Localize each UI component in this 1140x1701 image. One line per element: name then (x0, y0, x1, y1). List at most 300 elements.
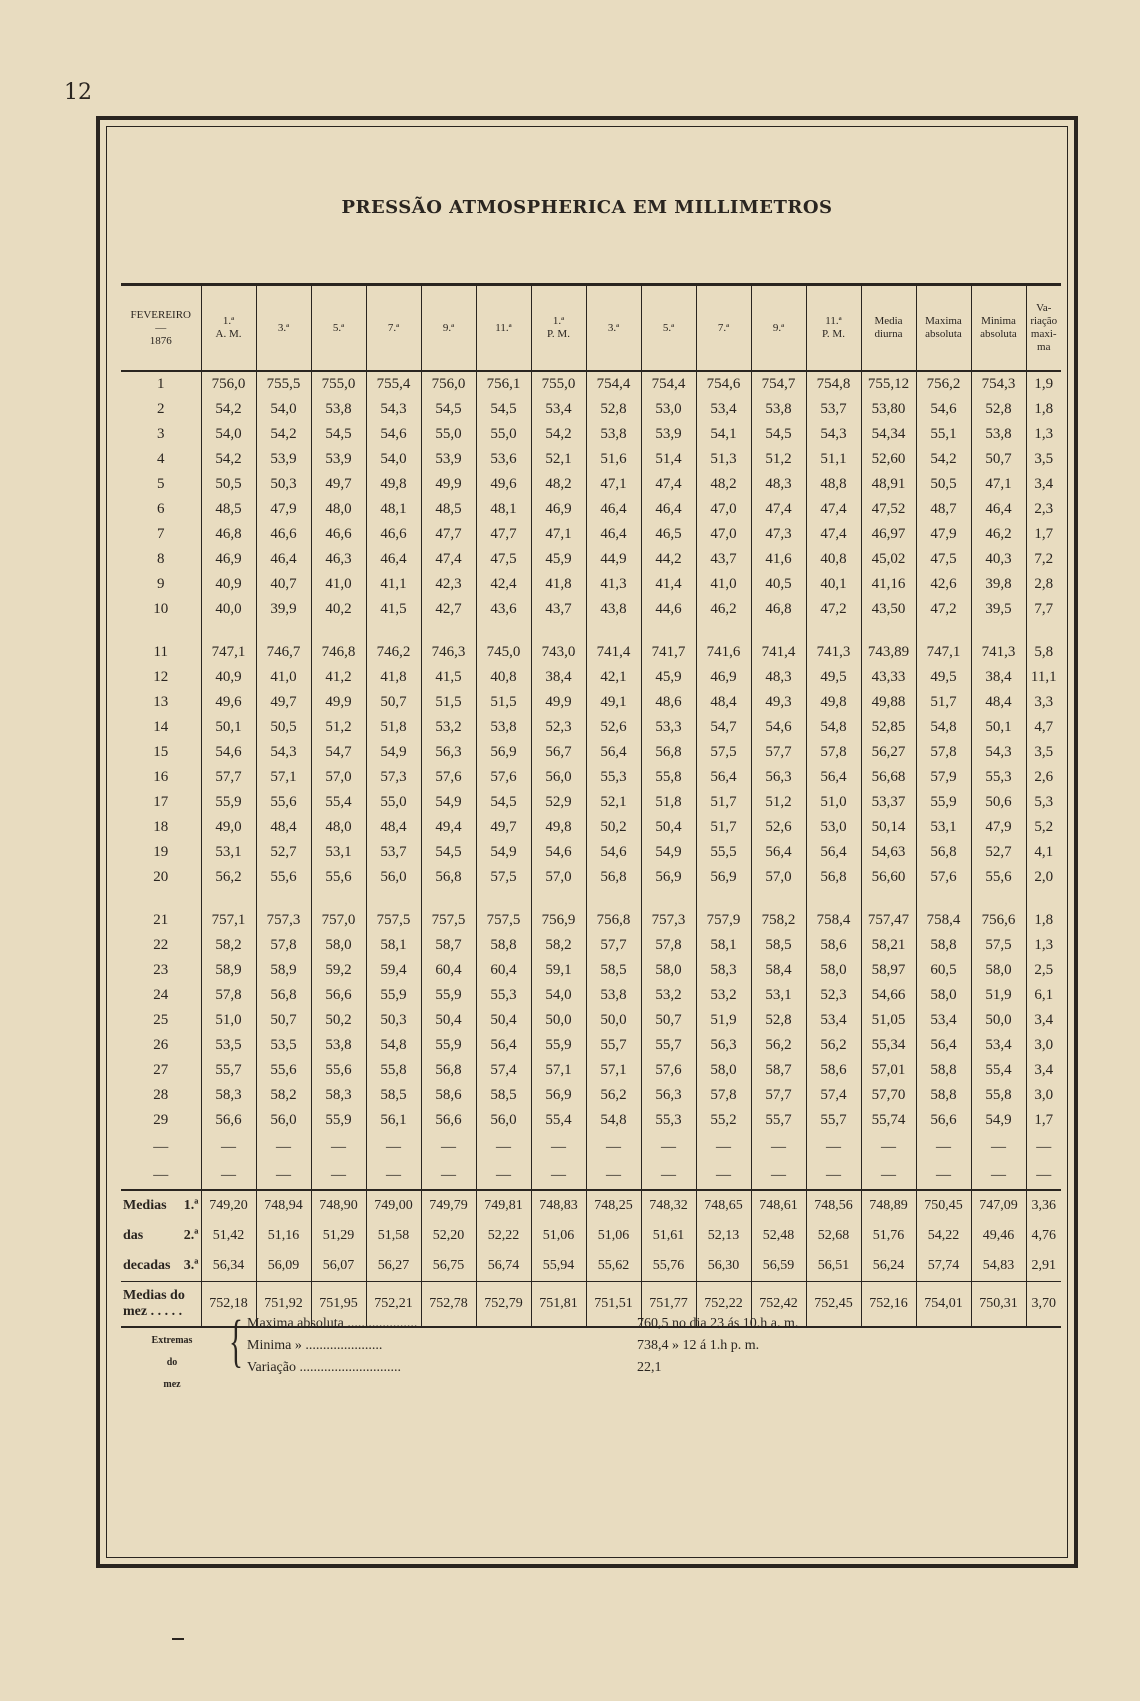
table-cell: 741,7 (641, 640, 696, 665)
table-cell: 58,0 (696, 1058, 751, 1083)
table-cell: 747,1 (201, 640, 256, 665)
table-cell: 51,7 (916, 690, 971, 715)
table-cell: 56,9 (641, 865, 696, 890)
table-cell: 55,7 (641, 1033, 696, 1058)
table-cell: 58,3 (201, 1083, 256, 1108)
table-cell: 55,3 (476, 983, 531, 1008)
table-cell: 51,0 (806, 790, 861, 815)
table-cell: 60,4 (421, 958, 476, 983)
table-cell: 48,3 (751, 665, 806, 690)
table-cell: 40,3 (971, 547, 1026, 572)
table-cell: 56,4 (696, 765, 751, 790)
table-cell: 51,3 (696, 447, 751, 472)
table-cell: 54,2 (916, 447, 971, 472)
column-header (366, 285, 421, 372)
spacer-cell (476, 622, 531, 640)
extremas-row-maxima: Maxima absoluta .................... 760,5 no dia 23 ás 10.h a. m. (247, 1316, 799, 1331)
table-cell: 58,6 (421, 1083, 476, 1108)
table-cell: 47,7 (476, 522, 531, 547)
table-cell: 55,1 (916, 422, 971, 447)
table-cell: 757,3 (256, 908, 311, 933)
column-header-line1: 3.ª (607, 321, 620, 334)
table-row (121, 447, 1061, 472)
table-row (121, 908, 1061, 933)
table-cell: 58,9 (256, 958, 311, 983)
table-row (121, 983, 1061, 1008)
table-cell: 47,4 (806, 522, 861, 547)
table-cell: 42,4 (476, 572, 531, 597)
table-cell: 38,4 (971, 665, 1026, 690)
table-cell: 58,7 (751, 1058, 806, 1083)
table-cell: 56,4 (916, 1033, 971, 1058)
table-row (121, 933, 1061, 958)
table-cell: 51,2 (751, 790, 806, 815)
table-cell: 49,8 (531, 815, 586, 840)
table-cell: 58,3 (311, 1083, 366, 1108)
table-cell: 57,5 (696, 740, 751, 765)
table-cell: 50,4 (421, 1008, 476, 1033)
column-header-line1: Va-riação (1030, 302, 1058, 327)
table-cell: 50,5 (256, 715, 311, 740)
table-cell: 55,6 (256, 1058, 311, 1083)
table-cell: 747,1 (916, 640, 971, 665)
table-cell: 2,91 (1026, 1251, 1061, 1282)
table-cell: 41,8 (531, 572, 586, 597)
table-cell: 58,0 (971, 958, 1026, 983)
table-cell: 754,4 (586, 371, 641, 397)
table-cell: 748,56 (806, 1190, 861, 1221)
table-cell: 41,8 (366, 665, 421, 690)
table-row (121, 597, 1061, 622)
column-header (421, 285, 476, 372)
table-cell: 42,1 (586, 665, 641, 690)
table-cell: 52,7 (971, 840, 1026, 865)
table-cell: 54,9 (366, 740, 421, 765)
table-row (121, 1133, 1061, 1161)
table-cell: 55,9 (531, 1033, 586, 1058)
table-cell: 48,2 (531, 472, 586, 497)
table-cell: 757,47 (861, 908, 916, 933)
page-mark (172, 1638, 184, 1640)
table-cell: 60,4 (476, 958, 531, 983)
spacer-cell (806, 890, 861, 908)
table-cell: 56,8 (806, 865, 861, 890)
table-cell: 44,9 (586, 547, 641, 572)
table-cell: 56,8 (586, 865, 641, 890)
table-cell: 46,5 (641, 522, 696, 547)
column-header (806, 285, 861, 372)
medias-row (121, 1221, 1061, 1251)
table-cell: 48,3 (751, 472, 806, 497)
table-cell: 56,09 (256, 1251, 311, 1282)
table-row (121, 865, 1061, 890)
table-cell: 56,4 (586, 740, 641, 765)
table-cell: 741,3 (806, 640, 861, 665)
table-frame-inner (106, 126, 1068, 1558)
table-cell: 748,94 (256, 1190, 311, 1221)
table-cell: 59,2 (311, 958, 366, 983)
table-cell: 56,8 (256, 983, 311, 1008)
table-cell: 4,7 (1026, 715, 1061, 740)
table-cell: 50,14 (861, 815, 916, 840)
table-cell: 51,2 (751, 447, 806, 472)
table-cell: 55,8 (971, 1083, 1026, 1108)
table-cell: 50,4 (476, 1008, 531, 1033)
table-cell: 56,4 (476, 1033, 531, 1058)
table-cell: 46,6 (311, 522, 366, 547)
table-cell: 52,7 (256, 840, 311, 865)
table-cell: 56,27 (861, 740, 916, 765)
table-cell: 41,0 (311, 572, 366, 597)
spacer-cell (1026, 890, 1061, 908)
column-header (256, 285, 311, 372)
table-cell: 57,1 (256, 765, 311, 790)
table-cell: 46,9 (201, 547, 256, 572)
spacer-cell (421, 622, 476, 640)
column-header-line1: 7.ª (717, 321, 730, 334)
table-cell: 55,6 (256, 865, 311, 890)
table-cell: 40,2 (311, 597, 366, 622)
table-cell: 55,9 (366, 983, 421, 1008)
medias-mes-label: Medias do mez . . . . . (121, 1282, 201, 1328)
medias-label-cell (121, 1190, 201, 1221)
table-row (121, 640, 1061, 665)
spacer-cell (751, 622, 806, 640)
table-cell: 52,48 (751, 1221, 806, 1251)
table-cell: 57,1 (531, 1058, 586, 1083)
table-cell: 47,4 (806, 497, 861, 522)
spacer-cell (366, 622, 421, 640)
table-cell: 55,34 (861, 1033, 916, 1058)
table-cell: 58,5 (586, 958, 641, 983)
table-cell: 746,3 (421, 640, 476, 665)
table-cell: 56,24 (861, 1251, 916, 1282)
table-cell: 48,1 (366, 497, 421, 522)
table-cell: 52,68 (806, 1221, 861, 1251)
table-cell: 54,0 (256, 397, 311, 422)
table-cell: 52,60 (861, 447, 916, 472)
table-cell: 53,8 (311, 397, 366, 422)
table-cell: 1,3 (1026, 422, 1061, 447)
table-cell: — (256, 1161, 311, 1190)
table-cell: 29 (153, 1112, 169, 1128)
table-cell: 53,1 (201, 840, 256, 865)
table-cell: 47,0 (696, 522, 751, 547)
table-cell: 53,4 (806, 1008, 861, 1033)
table-cell: 758,2 (751, 908, 806, 933)
table-cell: 53,7 (366, 840, 421, 865)
table-cell: 54,5 (751, 422, 806, 447)
spacer-cell (586, 890, 641, 908)
table-cell: 57,7 (201, 765, 256, 790)
table-cell: 55,76 (641, 1251, 696, 1282)
table-cell: 57,3 (366, 765, 421, 790)
table-cell: 49,0 (201, 815, 256, 840)
spacer-cell (641, 890, 696, 908)
table-cell: 48,8 (806, 472, 861, 497)
table-cell: 51,6 (586, 447, 641, 472)
table-cell: 48,0 (311, 497, 366, 522)
table-cell: 54,9 (971, 1108, 1026, 1133)
table-cell: 749,00 (366, 1190, 421, 1221)
table-cell: — (1026, 1133, 1061, 1161)
table-cell: 46,9 (696, 665, 751, 690)
table-cell: — (971, 1161, 1026, 1190)
table-cell: 41,5 (366, 597, 421, 622)
table-cell: 49,1 (586, 690, 641, 715)
spacer-cell (531, 622, 586, 640)
table-cell: 56,2 (586, 1083, 641, 1108)
table-cell: 52,3 (531, 715, 586, 740)
table-cell: 56,59 (751, 1251, 806, 1282)
table-cell: 3,4 (1026, 1008, 1061, 1033)
table-cell: 2 (157, 401, 165, 417)
table-cell: 58,5 (366, 1083, 421, 1108)
table-cell: 51,06 (531, 1221, 586, 1251)
table-cell: 21 (153, 912, 169, 928)
table-cell: 752,79 (476, 1282, 531, 1328)
table-cell: 22 (153, 937, 169, 953)
spacer-cell (121, 890, 201, 908)
table-cell: 27 (153, 1062, 169, 1078)
table-cell: 47,1 (531, 522, 586, 547)
table-cell: 56,27 (366, 1251, 421, 1282)
column-header-line1: 5.ª (332, 321, 345, 334)
table-cell: 749,79 (421, 1190, 476, 1221)
table-cell: 53,4 (971, 1033, 1026, 1058)
table-cell: 50,3 (366, 1008, 421, 1033)
table-cell: 41,1 (366, 572, 421, 597)
table-cell: 55,9 (916, 790, 971, 815)
table-cell: 58,1 (366, 933, 421, 958)
table-cell: 26 (153, 1037, 169, 1053)
table-cell: 745,0 (476, 640, 531, 665)
table-cell: 51,2 (311, 715, 366, 740)
table-cell: 3,0 (1026, 1033, 1061, 1058)
table-cell: 3,3 (1026, 690, 1061, 715)
table-cell: 46,6 (256, 522, 311, 547)
table-cell: 55,74 (861, 1108, 916, 1133)
table-cell: 4,76 (1026, 1221, 1061, 1251)
table-cell: 48,5 (421, 497, 476, 522)
table-cell: — (366, 1161, 421, 1190)
table-cell: 48,6 (641, 690, 696, 715)
table-cell: 58,97 (861, 958, 916, 983)
medias-label: decadas (123, 1258, 171, 1273)
table-cell: 748,61 (751, 1190, 806, 1221)
table-cell: 54,22 (916, 1221, 971, 1251)
table-cell: 53,4 (916, 1008, 971, 1033)
table-cell: 53,8 (751, 397, 806, 422)
table-cell: 50,7 (366, 690, 421, 715)
table-cell: 58,2 (531, 933, 586, 958)
table-cell: 48,4 (366, 815, 421, 840)
table-cell: 49,6 (201, 690, 256, 715)
table-cell: 56,7 (531, 740, 586, 765)
table-cell: 55,8 (366, 1058, 421, 1083)
table-cell: 53,6 (476, 447, 531, 472)
table-row (121, 1108, 1061, 1133)
table-cell: 16 (153, 769, 169, 785)
table-cell: 58,7 (421, 933, 476, 958)
table-cell: 58,21 (861, 933, 916, 958)
table-row (121, 1008, 1061, 1033)
table-cell: 41,2 (311, 665, 366, 690)
table-cell: 51,7 (696, 815, 751, 840)
column-header-line1: 11.ª (825, 315, 842, 327)
table-cell: 57,6 (641, 1058, 696, 1083)
table-cell: 49,7 (256, 690, 311, 715)
decade-label: 1.ª (183, 1198, 199, 1213)
table-cell: 50,4 (641, 815, 696, 840)
table-cell: 757,0 (311, 908, 366, 933)
table-cell: 49,88 (861, 690, 916, 715)
table-cell: 44,6 (641, 597, 696, 622)
table-cell: 49,7 (476, 815, 531, 840)
table-cell: 756,0 (201, 371, 256, 397)
spacer-row (121, 622, 1061, 640)
table-cell: 52,8 (586, 397, 641, 422)
table-cell: 55,9 (201, 790, 256, 815)
table-cell: 748,65 (696, 1190, 751, 1221)
table-cell: 45,9 (531, 547, 586, 572)
table-cell: 43,7 (696, 547, 751, 572)
table-cell: — (861, 1161, 916, 1190)
table-cell: 40,7 (256, 572, 311, 597)
table-cell: 41,3 (586, 572, 641, 597)
extremas-row-minima: Minima » ...................... 738,4 » 12 á 1.h p. m. (247, 1338, 760, 1353)
table-cell: 46,6 (366, 522, 421, 547)
table-cell: 56,07 (311, 1251, 366, 1282)
table-cell: 41,6 (751, 547, 806, 572)
table-cell: 57,6 (916, 865, 971, 890)
table-cell: 15 (153, 744, 169, 760)
table-cell: 56,2 (806, 1033, 861, 1058)
table-cell: 54,8 (916, 715, 971, 740)
month-label: FEVEREIRO (130, 308, 191, 321)
table-cell: 5,3 (1026, 790, 1061, 815)
column-header-line2: absoluta (925, 328, 962, 340)
table-cell: 18 (153, 819, 169, 835)
table-cell: 752,22 (696, 1282, 751, 1328)
column-header-line2: P. M. (547, 328, 570, 340)
table-cell: 748,89 (861, 1190, 916, 1221)
table-cell: 45,9 (641, 665, 696, 690)
table-cell: 3,4 (1026, 472, 1061, 497)
table-cell: 757,9 (696, 908, 751, 933)
table-cell: 57,70 (861, 1083, 916, 1108)
table-cell: 57,8 (916, 740, 971, 765)
table-cell: 56,60 (861, 865, 916, 890)
table-cell: 749,81 (476, 1190, 531, 1221)
table-cell: 51,29 (311, 1221, 366, 1251)
table-cell: 50,2 (586, 815, 641, 840)
table-cell: 53,80 (861, 397, 916, 422)
table-cell: — (256, 1133, 311, 1161)
table-cell: 40,8 (476, 665, 531, 690)
table-cell: 751,77 (641, 1282, 696, 1328)
table-cell: 42,3 (421, 572, 476, 597)
table-cell: 52,1 (586, 790, 641, 815)
column-header (916, 285, 971, 372)
table-cell: 748,25 (586, 1190, 641, 1221)
table-cell: 43,33 (861, 665, 916, 690)
table-cell: 51,9 (971, 983, 1026, 1008)
table-cell: 757,5 (476, 908, 531, 933)
table-cell: 47,4 (751, 497, 806, 522)
table-cell: 47,9 (256, 497, 311, 522)
column-header-line2: maxi-ma (1030, 328, 1057, 353)
column-header-line2: A. M. (215, 328, 242, 340)
table-cell: 54,0 (366, 447, 421, 472)
table-cell: 58,0 (806, 958, 861, 983)
table-cell: 47,4 (641, 472, 696, 497)
table-cell: 48,0 (311, 815, 366, 840)
table-cell: 57,1 (586, 1058, 641, 1083)
table-cell: 50,6 (971, 790, 1026, 815)
table-cell: 54,3 (256, 740, 311, 765)
table-cell: 55,8 (641, 765, 696, 790)
table-cell: 42,6 (916, 572, 971, 597)
table-cell: 748,83 (531, 1190, 586, 1221)
table-cell: 58,5 (476, 1083, 531, 1108)
table-cell: 57,8 (806, 740, 861, 765)
table-cell: 57,5 (971, 933, 1026, 958)
table-cell: 757,5 (421, 908, 476, 933)
spacer-cell (201, 890, 256, 908)
column-header-line1: Media (874, 315, 903, 327)
table-row (121, 547, 1061, 572)
table-cell: 56,4 (806, 765, 861, 790)
table-cell: 4 (157, 451, 165, 467)
table-cell: 54,0 (531, 983, 586, 1008)
medias-row (121, 1190, 1061, 1221)
table-cell: — (531, 1161, 586, 1190)
table-cell: 55,9 (421, 1033, 476, 1058)
table-cell: 47,9 (971, 815, 1026, 840)
table-cell: 57,6 (476, 765, 531, 790)
table-cell: 52,20 (421, 1221, 476, 1251)
table-cell: 50,7 (256, 1008, 311, 1033)
column-header-line2: absoluta (980, 328, 1017, 340)
table-cell: 54,9 (476, 840, 531, 865)
table-cell: 52,6 (751, 815, 806, 840)
table-cell: 47,2 (806, 597, 861, 622)
table-cell: 5 (157, 476, 165, 492)
spacer-cell (751, 890, 806, 908)
table-cell: 59,4 (366, 958, 421, 983)
column-header (476, 285, 531, 372)
table-cell: 56,3 (421, 740, 476, 765)
column-header (751, 285, 806, 372)
table-cell: 54,2 (201, 397, 256, 422)
table-cell: 751,51 (586, 1282, 641, 1328)
table-cell: 56,8 (421, 865, 476, 890)
table-cell: 40,9 (201, 665, 256, 690)
table-cell: 2,8 (1026, 572, 1061, 597)
table-cell: — (476, 1133, 531, 1161)
table-cell: 53,8 (311, 1033, 366, 1058)
spacer-cell (256, 622, 311, 640)
table-cell: 55,9 (311, 1108, 366, 1133)
table-cell: 741,6 (696, 640, 751, 665)
table-cell: — (916, 1161, 971, 1190)
table-cell: 47,1 (586, 472, 641, 497)
table-cell: 743,0 (531, 640, 586, 665)
table-cell: 6 (157, 501, 165, 517)
table-cell: 53,9 (641, 422, 696, 447)
table-cell: 51,1 (806, 447, 861, 472)
